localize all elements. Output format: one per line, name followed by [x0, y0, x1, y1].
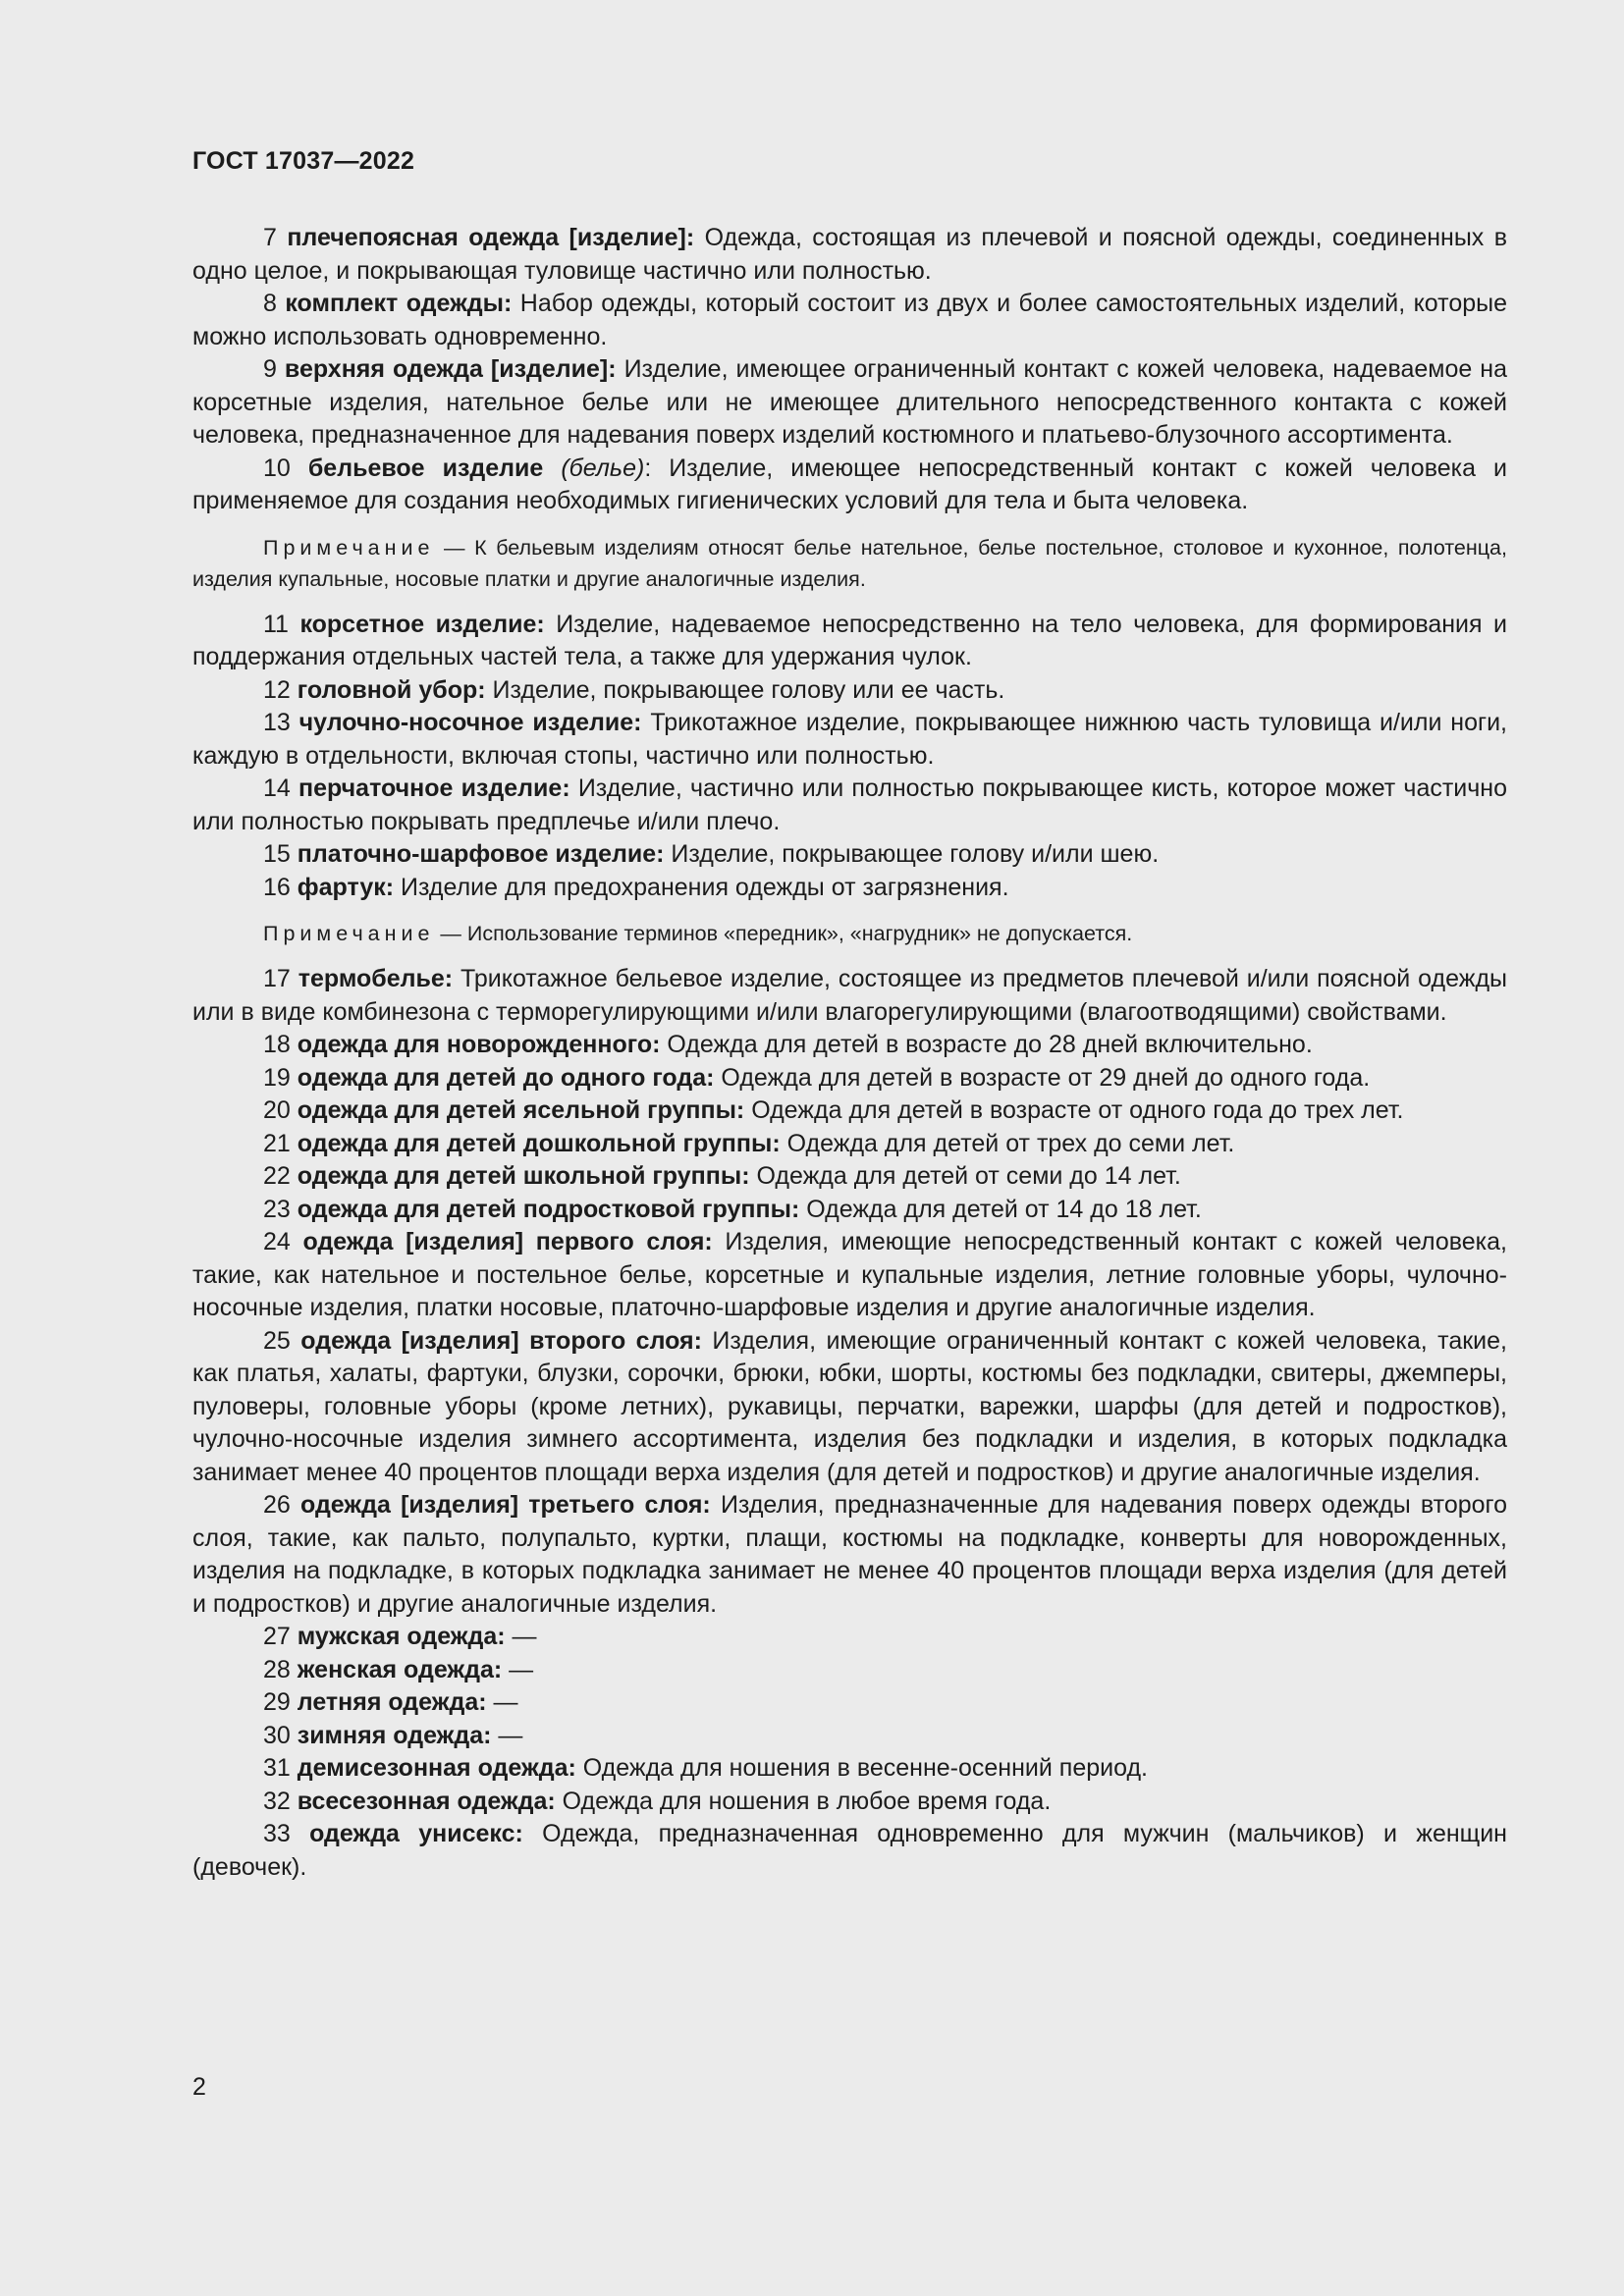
term-definition: Одежда для детей в возрасте до 28 дней включительно.	[660, 1031, 1313, 1058]
term-definition: Изделие для предохранения одежды от загрязнения.	[394, 873, 1009, 901]
term-name: одежда [изделия] третьего слоя:	[300, 1491, 711, 1519]
term-definition: : Изделие, имеющее непосредственный контакт с кожей человека и применяемое для создания необходимых гигиенических условий для тела и быта человека.	[192, 454, 1507, 514]
document-header: ГОСТ 17037—2022	[192, 147, 415, 175]
note	[192, 532, 1507, 595]
term-entry: 20 одежда для детей ясельной группы: Одежда для детей в возрасте от одного года до трех лет.	[263, 1096, 1404, 1124]
term-definition: —	[491, 1721, 523, 1749]
term-entry: 22 одежда для детей школьной группы: Одежда для детей от семи до 14 лет.	[263, 1162, 1181, 1190]
term-entry: 28 женская одежда: —	[263, 1655, 534, 1683]
term-entry: 19 одежда для детей до одного года: Одежда для детей в возрасте от 29 дней до одного года.	[263, 1063, 1371, 1092]
term-name: головной убор:	[297, 675, 486, 704]
term-entry: 18 одежда для новорожденного: Одежда для детей в возрасте до 28 дней включительно.	[263, 1031, 1313, 1058]
term-name: демисезонная одежда:	[297, 1754, 576, 1782]
term-name: всесезонная одежда:	[297, 1787, 556, 1815]
term-entry: 10 бельевое изделие (белье): Изделие, имеющее непосредственный контакт с кожей человека и применяемое для создания необходимых гигиенических условий для тела и быта человека.	[192, 454, 1507, 514]
term-name: термобелье:	[298, 965, 454, 992]
term-entry: 8 комплект одежды: Набор одежды, который состоит из двух и более самостоятельных изделий, которые можно использовать одновременно.	[192, 290, 1507, 350]
term-name: женская одежда:	[297, 1655, 503, 1683]
term-name: одежда для новорожденного:	[297, 1031, 661, 1058]
term-entry: 9 верхняя одежда [изделие]: Изделие, имеющее ограниченный контакт с кожей человека, надеваемое на корсетные изделия, нательное белье или не имеющее длительного непосредственного контакта с кожей человека, предназначенное для надевания поверх изделий костюмного и платьево-блузочного ассортимента.	[192, 355, 1507, 449]
term-definition: Одежда, предназначенная одновременно для мужчин (мальчиков) и женщин (девочек).	[192, 1820, 1507, 1881]
term-entry: 7 плечепоясная одежда [изделие]: Одежда, состоящая из плечевой и поясной одежды, соединенных в одно целое, и покрывающая туловище частично или полностью.	[192, 224, 1507, 285]
term-definition: Одежда для ношения в весенне-осенний период.	[575, 1754, 1148, 1782]
term-qualifier: (белье)	[543, 454, 645, 482]
term-name: одежда [изделия] второго слоя:	[300, 1326, 702, 1355]
note-text: — Использование терминов «передник», «нагрудник» не допускается.	[434, 922, 1133, 945]
term-definition: Одежда для детей от трех до семи лет.	[780, 1129, 1235, 1157]
term-name: фартук:	[297, 873, 395, 901]
term-entry: 13 чулочно-носочное изделие: Трикотажное изделие, покрывающее нижнюю часть туловища и/или ноги, каждую в отдельности, включая стопы, частично или полностью.	[192, 709, 1508, 770]
term-definition: Одежда, состоящая из плечевой и поясной одежды, соединенных в одно целое, и покрывающая туловище частично или полностью.	[192, 224, 1507, 285]
term-name: одежда для детей школьной группы:	[297, 1162, 750, 1190]
term-name: одежда унисекс:	[309, 1820, 523, 1847]
term-definition: Одежда для детей в возрасте от одного года до трех лет.	[744, 1096, 1404, 1124]
term-definition: Одежда для детей от семи до 14 лет.	[749, 1162, 1181, 1190]
term-name: плечепоясная одежда [изделие]:	[287, 224, 695, 251]
term-name: мужская одежда:	[297, 1623, 506, 1650]
term-entry: 32 всесезонная одежда: Одежда для ношения в любое время года.	[263, 1787, 1052, 1815]
term-entry: 33 одежда унисекс: Одежда, предназначенная одновременно для мужчин (мальчиков) и женщин (девочек).	[192, 1820, 1507, 1881]
note-label: Примечание	[263, 922, 435, 945]
term-entry: 21 одежда для детей дошкольной группы: Одежда для детей от трех до семи лет.	[263, 1129, 1235, 1157]
note-label: Примечание	[263, 535, 435, 560]
term-name: одежда для детей подростковой группы:	[297, 1195, 800, 1223]
term-name: платочно-шарфовое изделие:	[297, 840, 665, 868]
term-definition: —	[502, 1655, 534, 1683]
term-entry: 15 платочно-шарфовое изделие: Изделие, покрывающее голову и/или шею.	[263, 840, 1160, 868]
term-definition: Одежда для детей в возрасте от 29 дней до одного года.	[714, 1063, 1371, 1092]
term-definition: Изделия, имеющие непосредственный контакт с кожей человека, такие, как нательное и постельное белье, корсетные и купальные изделия, летние головные уборы, чулочно-носочные изделия, платки носовые, платочно-шарфовые изделия и другие аналогичные изделия.	[192, 1228, 1507, 1321]
page-number: 2	[192, 2073, 206, 2101]
term-definition: Трикотажное изделие, покрывающее нижнюю часть туловища и/или ноги, каждую в отдельности, включая стопы, частично или полностью.	[192, 709, 1508, 770]
term-name: одежда для детей дошкольной группы:	[297, 1129, 781, 1157]
term-name: комплект одежды:	[285, 290, 513, 317]
term-entry: 31 демисезонная одежда: Одежда для ношения в весенне-осенний период.	[263, 1754, 1148, 1782]
term-name: корсетное изделие:	[299, 610, 545, 638]
term-entry: 29 летняя одежда: —	[263, 1688, 518, 1716]
term-entry: 24 одежда [изделия] первого слоя: Изделия, имеющие непосредственный контакт с кожей человека, такие, как нательное и постельное белье, корсетные и купальные изделия, летние головные уборы, чулочно-носочные изделия, платки носовые, платочно-шарфовые изделия и другие аналогичные изделия.	[192, 1228, 1507, 1321]
term-name: одежда [изделия] первого слоя:	[302, 1228, 713, 1255]
term-entry: 27 мужская одежда: —	[263, 1623, 537, 1650]
term-definition: Изделие, покрывающее голову или ее часть.	[485, 675, 1005, 704]
term-entry: 26 одежда [изделия] третьего слоя: Изделия, предназначенные для надевания поверх одежды второго слоя, такие, как пальто, полупальто, куртки, плащи, костюмы на подкладке, конверты для новорожденных, изделия на подкладке, в которых подкладка занимает не менее 40 процентов площади верха изделия (для детей и подростков) и другие аналогичные изделия.	[192, 1491, 1508, 1618]
term-definition: Одежда для детей от 14 до 18 лет.	[799, 1195, 1202, 1223]
term-definition: Изделие, надеваемое непосредственно на тело человека, для формирования и поддержания отдельных частей тела, а также для удержания чулок.	[192, 610, 1507, 670]
term-definition: —	[505, 1623, 537, 1650]
term-entry: 16 фартук: Изделие для предохранения одежды от загрязнения.	[263, 873, 1009, 901]
note-text: — К бельевым изделиям относят белье нательное, белье постельное, столовое и кухонное, полотенца, изделия купальные, носовые платки и другие аналогичные изделия.	[192, 535, 1507, 591]
term-name: зимняя одежда:	[297, 1721, 492, 1749]
term-entry: 17 термобелье: Трикотажное бельевое изделие, состоящее из предметов плечевой и/или поясной одежды или в виде комбинезона с терморегулирующими и/или влагорегулирующими (влагоотводящими) свойствами.	[192, 965, 1508, 1026]
note	[192, 918, 1507, 949]
term-entry: 25 одежда [изделия] второго слоя: Изделия, имеющие ограниченный контакт с кожей человека, такие, как платья, халаты, фартуки, блузки, сорочки, брюки, юбки, шорты, костюмы без подкладки, свитеры, джемперы, пуловеры, головные уборы (кроме летних), рукавицы, перчатки, варежки, шарфы (для детей и подростков), чулочно-носочные изделия зимнего ассортимента, изделия без подкладки и изделия, в которых подкладка занимает менее 40 процентов площади верха изделия (для детей и подростков) и другие аналогичные изделия.	[192, 1326, 1507, 1486]
term-definition: Изделия, предназначенные для надевания поверх одежды второго слоя, такие, как пальто, полупальто, куртки, плащи, костюмы на подкладке, конверты для новорожденных, изделия на подкладке, в которых подкладка занимает не менее 40 процентов площади верха изделия (для детей и подростков) и другие аналогичные изделия.	[192, 1491, 1508, 1618]
term-definition: Изделие, имеющее ограниченный контакт с кожей человека, надеваемое на корсетные изделия, нательное белье или не имеющее длительного непосредственного контакта с кожей человека, предназначенное для надевания поверх изделий костюмного и платьево-блузочного ассортимента.	[192, 355, 1507, 449]
term-name: летняя одежда:	[297, 1688, 487, 1716]
term-definition: Набор одежды, который состоит из двух и более самостоятельных изделий, которые можно использовать одновременно.	[192, 290, 1507, 350]
term-definition: Изделие, частично или полностью покрывающее кисть, которое может частично или полностью покрывать предплечье и/или плечо.	[192, 774, 1508, 835]
term-entry: 11 корсетное изделие: Изделие, надеваемое непосредственно на тело человека, для формирования и поддержания отдельных частей тела, а также для удержания чулок.	[192, 610, 1507, 670]
term-name: бельевое изделие	[307, 454, 544, 482]
term-name: чулочно-носочное изделие:	[298, 709, 642, 736]
term-name: одежда для детей до одного года:	[297, 1063, 715, 1092]
term-definition: Изделие, покрывающее голову и/или шею.	[664, 840, 1160, 868]
term-definition: Трикотажное бельевое изделие, состоящее из предметов плечевой и/или поясной одежды или в виде комбинезона с терморегулирующими и/или влагорегулирующими (влагоотводящими) свойствами.	[192, 965, 1508, 1026]
term-entry: 23 одежда для детей подростковой группы: Одежда для детей от 14 до 18 лет.	[263, 1195, 1202, 1223]
term-entry: 30 зимняя одежда: —	[263, 1721, 523, 1749]
term-name: верхняя одежда [изделие]:	[284, 355, 617, 383]
term-name: одежда для детей ясельной группы:	[297, 1096, 745, 1124]
term-definition: Изделия, имеющие ограниченный контакт с кожей человека, такие, как платья, халаты, фартуки, блузки, сорочки, брюки, юбки, шорты, костюмы без подкладки, свитеры, джемперы, пуловеры, головные уборы (кроме летних), рукавицы, перчатки, варежки, шарфы (для детей и подростков), чулочно-носочные изделия зимнего ассортимента, изделия без подкладки и изделия, в которых подкладка занимает менее 40 процентов площади верха изделия (для детей и подростков) и другие аналогичные изделия.	[192, 1326, 1507, 1486]
term-entry: 14 перчаточное изделие: Изделие, частично или полностью покрывающее кисть, которое может частично или полностью покрывать предплечье и/или плечо.	[192, 774, 1508, 835]
term-definition: Одежда для ношения в любое время года.	[555, 1787, 1052, 1815]
term-definition: —	[486, 1688, 518, 1716]
term-name: перчаточное изделие:	[298, 774, 570, 802]
terms-list	[192, 222, 1507, 1884]
term-entry: 12 головной убор: Изделие, покрывающее голову или ее часть.	[263, 675, 1005, 704]
